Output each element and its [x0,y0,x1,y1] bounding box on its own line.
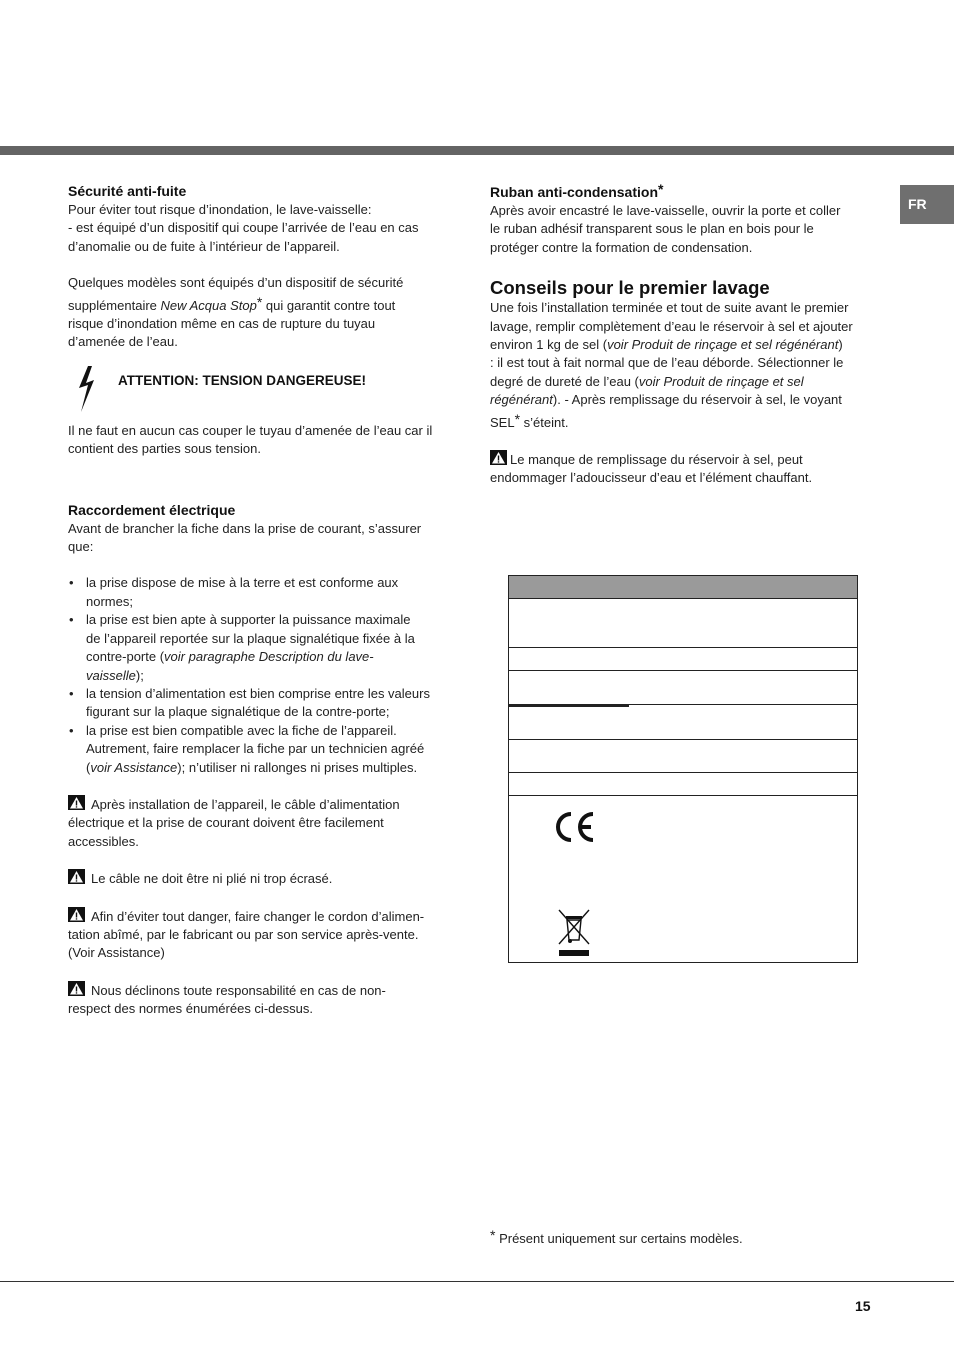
warning-line: endommager l’adoucisseur d’eau et l’élément chauffant. [490,470,813,486]
ce-mark-icon [553,810,597,844]
left-column [68,182,450,1019]
conseils-line: : il est tout à fait normal que de l’eau déborde. Sélectionner le [490,355,844,371]
attention-line: Il ne faut en aucun cas couper le tuyau d’amenée de l’eau car il [68,422,433,438]
asterisk: * [658,181,664,197]
conseils-line: régénérant). - Après remplissage du réservoir à sel, le voyant [490,392,842,408]
securite-line: d’amenée de l’eau. [68,334,178,350]
securite-line: Quelques modèles sont équipés d’un dispositif de sécurité [68,275,404,291]
table-row [509,705,857,740]
table-header [509,576,857,599]
securite-line: risque d’inondation même en cas de rupture du tuyau [68,316,376,332]
warning-paragraph: Le câble ne doit être ni plié ni trop écrasé. [68,869,450,888]
conseils-line: SEL* s’éteint. [490,410,569,430]
warning-paragraph: Nous déclinons toute responsabilité en cas de non- [68,981,450,1000]
ruban-line: protéger contre la formation de condensation. [490,239,753,255]
conseils-line: environ 1 kg de sel (voir Produit de rinçage et sel régénérant) [490,337,843,353]
list-item: • la prise dispose de mise à la terre et est conforme aux normes; [68,574,450,611]
raccordement-line: Avant de brancher la fiche dans la prise de courant, s’assurer [68,520,422,536]
warning-icon [68,795,85,810]
asterisk: * [514,410,521,427]
warning-paragraph: Après installation de l’appareil, le câble d’alimentation [68,795,450,814]
product-name: New Acqua Stop [160,297,257,313]
attention-label: ATTENTION: TENSION DANGEREUSE! [118,372,367,388]
attention-line: contient des parties sous tension. [68,441,261,457]
ruban-line: le ruban adhésif transparent sous le plan en bois pour le [490,221,814,237]
warning-line: (Voir Assistance) [68,945,165,961]
conseils-line: degré de dureté de l’eau (voir Produit de rinçage et sel [490,373,804,389]
specification-table [508,575,858,963]
warning-paragraph: Le manque de remplissage du réservoir à sel, peut [490,450,870,469]
asterisk: * [256,293,263,310]
securite-line: supplémentaire New Acqua Stop* qui garantit contre tout [68,293,396,313]
list-item: • la prise est bien compatible avec la fiche de l’appareil. Autrement, faire remplacer la fiche par un technicien agréé (voir Assistance); n’utiliser ni rallonges ni prises multiples. [68,722,450,777]
table-row [509,740,857,773]
list-item: • la prise est bien apte à supporter la puissance maximale de l’appareil reportée sur la plaque signalétique fixée à la contre-porte (voir paragraphe Description du lave- vaisselle); [68,611,450,685]
language-tab: FR [900,185,954,224]
warning-paragraph: Afin d’éviter tout danger, faire changer le cordon d’alimen- [68,907,450,926]
warning-line: électrique et la prise de courant doivent être facilement [68,815,384,831]
right-column [490,180,870,488]
section-title-ruban: Ruban anti-condensation* [490,181,664,200]
warning-line: accessibles. [68,833,139,849]
securite-line: Pour éviter tout risque d’inondation, le lave-vaisselle: [68,202,372,217]
securite-line: d’anomalie ou de fuite à l’intérieur de l’appareil. [68,238,340,254]
table-row [509,773,857,796]
requirements-list [68,574,450,776]
warning-icon [68,907,85,922]
weee-bin-icon [557,908,591,962]
conseils-line: Une fois l’installation terminée et tout de suite avant le premier [490,300,849,316]
list-item: • la tension d’alimentation est bien comprise entre les valeurs figurant sur la plaque signalétique de la contre-porte; [68,685,450,722]
table-row [509,671,857,705]
footer-divider [0,1281,954,1282]
warning-icon [68,981,85,996]
securite-line: - est équipé d’un dispositif qui coupe l’arrivée de l’eau en cas [68,220,419,236]
conseils-line: lavage, remplir complètement d’eau le réservoir à sel et ajouter [490,318,853,334]
warning-line: respect des normes énumérées ci-dessus. [68,1001,313,1017]
table-row [509,599,857,648]
warning-icon [490,450,507,465]
page-number: 15 [855,1298,871,1314]
asterisk: * [490,1227,496,1243]
warning-icon [68,869,85,884]
section-title-conseils: Conseils pour le premier lavage [490,277,770,299]
section-title-securite: Sécurité anti-fuite [68,183,187,199]
footnote: * Présent uniquement sur certains modèles. [490,1227,743,1246]
attention-block [68,366,450,422]
section-title-raccordement: Raccordement électrique [68,501,236,518]
ruban-line: Après avoir encastré le lave-vaisselle, ouvrir la porte et coller [490,203,841,218]
table-row [509,648,857,671]
table-marks-cell [509,796,857,956]
raccordement-line: que: [68,539,94,555]
top-bar [0,146,954,155]
warning-line: tation abîmé, par le fabricant ou par son service après-vente. [68,926,419,942]
lightning-icon [76,366,96,412]
